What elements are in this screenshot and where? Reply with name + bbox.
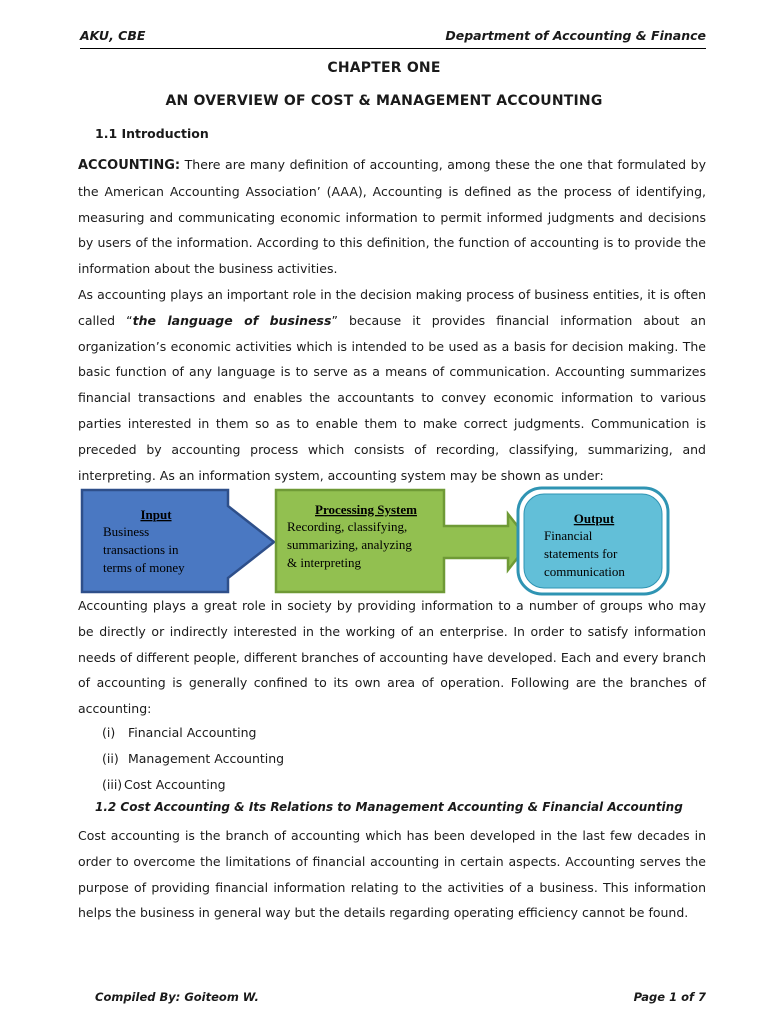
paragraph-text: ” because it provides financial information about an organization’s economic activities which is intended to be used as a basis for decision making. The basic function of any language is to serve as a means of communication. Accounting summarizes financial transactions and enables the accountants to convey economic information to various parties interested in them so as to enable them to make correct judgments. Communication is preceded by accounting process which consists of recording, classifying, summarizing, and interpreting. As an information system, accounting system may be shown as under:: [78, 312, 706, 483]
list-item-number: (iii): [102, 776, 123, 792]
paragraph-text: Accounting plays a great role in society by providing information to a number of groups who may be directly or indirectly interested in the working of an enterprise. In order to satisfy information needs of different people, different branches of accounting have developed. Each and every branch of accounting is generally confined to its own area of operation. Following are the branches of accounting:: [78, 598, 706, 717]
accounting-system-diagram: [78, 486, 678, 596]
paragraph-text: As accounting plays an important role in the decision making process of business entities, it is often called “: [78, 287, 706, 328]
header-institution: AKU, CBE: [80, 28, 146, 43]
list-item: [102, 746, 284, 772]
page-header: [80, 28, 706, 49]
footer-page-number: Page 1 of 7: [633, 990, 706, 1004]
section-heading-cost-accounting: 1.2 Cost Accounting & Its Relations to Management Accounting & Financial Accounting: [95, 800, 683, 814]
list-item: [102, 772, 284, 798]
paragraph-text: There are many definition of accounting, among these the one that formulated by the American Accounting Association’ (AAA), Accounting is defined as the process of identifying, measuring and communicating economic information to permit informed judgments and decisions by users of the information. According to this definition, the function of accounting is to provide the information about the business activities.: [78, 157, 706, 277]
output-line: Financial: [544, 528, 593, 543]
footer-compiler: Compiled By: Goiteom W.: [95, 990, 259, 1004]
paragraph-language-of-business: [78, 282, 706, 488]
input-title: Input: [140, 507, 172, 522]
paragraph-branches-intro: [78, 593, 706, 722]
header-department: Department of Accounting & Finance: [445, 28, 706, 43]
processing-line: & interpreting: [287, 555, 362, 570]
language-of-business-emphasis: the language of business: [132, 312, 332, 328]
branches-list: [102, 720, 284, 797]
output-line: statements for: [544, 546, 618, 561]
list-item-label: Cost Accounting: [124, 776, 226, 792]
processing-line: Recording, classifying,: [287, 519, 408, 534]
input-line: terms of money: [103, 560, 185, 575]
list-item: [102, 720, 284, 746]
section-heading-introduction: 1.1 Introduction: [95, 126, 209, 141]
list-item-number: (i): [102, 725, 116, 740]
processing-title: Processing System: [315, 502, 417, 517]
output-line: communication: [544, 564, 625, 579]
input-line: transactions in: [103, 542, 179, 557]
paragraph-text: Cost accounting is the branch of accounting which has been developed in the last few decades in order to overcome the limitations of financial accounting in certain aspects. Accounting serves the purpose of providing financial information relating to the activities of a business. This information helps the business in general way but the details regarding operating efficiency cannot be found.: [78, 828, 706, 921]
output-title: Output: [573, 511, 615, 526]
input-line: Business: [103, 524, 150, 539]
list-item-number: (ii): [102, 750, 119, 766]
accounting-lead-term: ACCOUNTING:: [78, 158, 181, 173]
chapter-title: AN OVERVIEW OF COST & MANAGEMENT ACCOUNTING: [165, 93, 603, 109]
list-item-label: Financial Accounting: [127, 725, 257, 740]
paragraph-accounting-definition: [78, 152, 706, 282]
input-arrow-shape: [82, 490, 274, 592]
processing-line: summarizing, analyzing: [287, 537, 412, 552]
paragraph-cost-accounting: [78, 823, 706, 926]
list-item-label: Management Accounting: [127, 750, 285, 766]
chapter-number: CHAPTER ONE: [327, 60, 441, 76]
